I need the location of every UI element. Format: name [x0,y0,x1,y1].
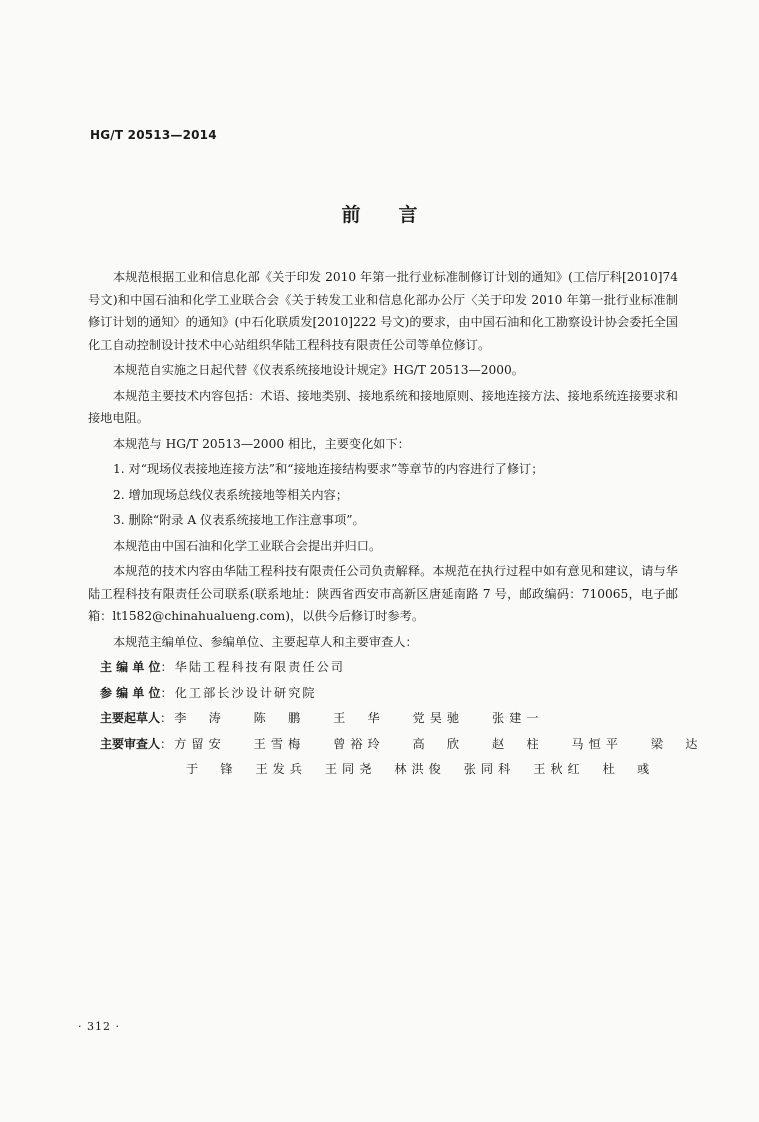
reviewer-name: 梁 达 [650,736,703,751]
drafters-label: 主要起草人 [100,711,161,725]
drafter-name: 党昊驰 [412,711,465,725]
list-item: 2. 增加现场总线仪表系统接地等相关内容； [113,487,348,502]
preface-body [88,266,703,784]
reviewers-entry: 主要审查人 ： 方留安 王雪梅 曾裕玲 高 欣 赵 柱 马恒平 梁 达 [88,733,678,756]
reviewer-name: 马恒平 [571,736,623,751]
reviewer-name: 王秋红 [533,762,585,776]
participant-unit-value: 化工部长沙设计研究院 [174,685,317,700]
list-item: 1. 对“现场仪表接地连接方法”和“接地连接结构要求”等章节的内容进行了修订； [113,462,544,476]
reviewer-name: 杜 彧 [602,762,655,776]
reviewer-name: 张同科 [463,762,516,776]
page-number: · 312 · [78,1020,120,1033]
list-item: 3. 删除“附录 A 仪表系统接地工作注意事项”。 [113,513,365,527]
drafters-entry: 主要起草人 ： 李 涛 陈 鹏 王 华 党昊驰 张建一 [88,707,678,730]
participant-unit-label: 参 编 单 位 [100,685,161,700]
paragraph: 本规范与 HG/T 20513—2000 相比，主要变化如下： [113,436,410,451]
drafter-name: 王 华 [333,711,385,725]
paragraph: 本规范主编单位、参编单位、主要起草人和主要审查人： [113,634,418,649]
paragraph: 本规范的技术内容由华陆工程科技有限责任公司负责解释。本规范在执行过程中如有意见和建议，请与华陆工程科技有限责任公司联系(联系地址：陕西省西安市高新区唐延南路 7 号，邮政编码：710065，电子邮箱：lt1582@chinahualueng.com)，以供今后修订时参考。 [88,564,678,623]
chief-unit-value: 华陆工程科技有限责任公司 [174,660,345,674]
reviewer-name: 曾裕玲 [333,736,385,751]
page-title: 前言 [341,204,456,226]
participant-unit-entry: 参 编 单 位 ： 化工部长沙设计研究院 [88,682,678,705]
chief-unit-label: 主 编 单 位 [100,660,161,674]
drafter-name: 陈 鹏 [253,711,306,725]
reviewer-name: 王同尧 [324,762,377,776]
paragraph: 本规范根据工业和信息化部《关于印发 2010 年第一批行业标准制修订计划的通知》(工信厅科[2010]74 号文)和中国石油和化学工业联合会《关于转发工业和信息化部办公厅〈关于印发 2010 年第一批行业标准制修订计划的通知〉的通知》(中石化联质发[2010]222 号文)的要求，由中国石油和化工勘察设计协会委托全国化工自动控制设计技术中心站组织华陆工程科技有限责任公司等单位修订。 [88,270,678,352]
reviewers-continued [88,758,678,781]
reviewer-name: 方留安 [174,736,226,751]
reviewer-name: 于 锋 [186,762,238,776]
reviewers-label: 主要审查人 [100,736,161,751]
paragraph: 本规范自实施之日起代替《仪表系统接地设计规定》HG/T 20513—2000。 [113,363,524,377]
reviewer-name: 高 欣 [412,736,465,751]
reviewer-name: 王雪梅 [253,736,306,751]
chief-unit-entry: 主 编 单 位 ： 华陆工程科技有限责任公司 [88,656,678,679]
drafter-name: 张建一 [491,711,544,725]
reviewer-name: 林洪俊 [394,762,446,776]
paragraph: 本规范主要技术内容包括：术语、接地类别、接地系统和接地原则、接地连接方法、接地系统连接要求和接地电阻。 [88,388,678,425]
reviewer-name: 王发兵 [255,762,307,776]
drafter-name: 李 涛 [174,711,226,725]
reviewer-name: 赵 柱 [491,736,544,751]
paragraph: 本规范由中国石油和化学工业联合会提出并归口。 [113,538,382,553]
standard-code: HG/T 20513—2014 [90,128,217,142]
